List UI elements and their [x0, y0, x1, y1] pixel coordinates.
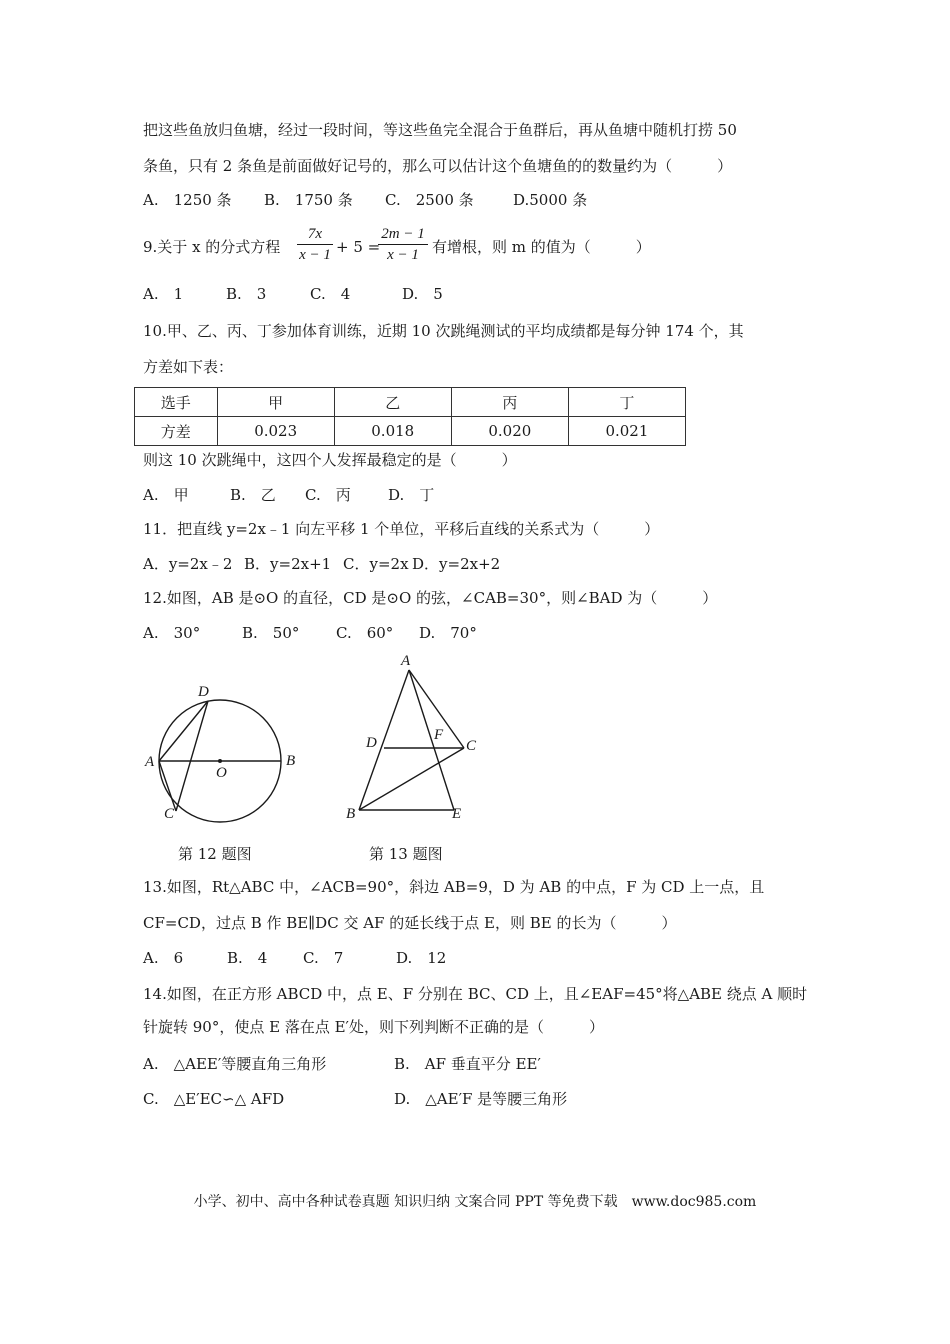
q9-fraction-right-denominator: x − 1: [387, 247, 419, 263]
q10-choice-c: C. 丙: [305, 486, 351, 504]
table-cell: 甲: [217, 388, 334, 417]
fraction-bar: [297, 244, 333, 245]
q12-text: 12.如图，AB 是⊙O 的直径，CD 是⊙O 的弦，∠CAB=30°，则∠BAD 为（ ）: [143, 589, 718, 607]
q14-text-line1: 14.如图，在正方形 ABCD 中，点 E、F 分别在 BC、CD 上，且∠EAF=45°将△ABE 绕点 A 顺时: [143, 985, 808, 1003]
q13-choice-a: A. 6: [143, 949, 184, 967]
fig12-label-a: A: [145, 754, 155, 770]
q13-choice-c: C. 7: [303, 949, 344, 967]
table-cell: 0.018: [334, 417, 451, 446]
q9-suffix: 有增根，则 m 的值为（ ）: [432, 238, 651, 256]
q13-text-line2: CF=CD，过点 B 作 BE∥DC 交 AF 的延长线于点 E，则 BE 的长为（ ）: [143, 914, 677, 932]
table-row: [135, 417, 686, 446]
q14-choice-c: C. △E′EC∽△ AFD: [143, 1090, 285, 1108]
q9-prefix: 9.关于 x 的分式方程: [143, 238, 281, 256]
q12-choice-b: B. 50°: [242, 624, 300, 642]
q11-text: 11．把直线 y=2x﹣1 向左平移 1 个单位，平移后直线的关系式为（ ）: [143, 520, 660, 538]
q9-fraction-left-numerator: 7x: [307, 226, 323, 242]
q9-plus-five: + 5 =: [336, 238, 381, 256]
q8-choice-d: D.5000 条: [513, 191, 588, 209]
q14-choice-a: A. △AEE′等腰直角三角形: [143, 1055, 327, 1073]
segment-ae: [409, 670, 454, 810]
q14-choice-b: B. AF 垂直平分 EE′: [394, 1055, 541, 1073]
fig12-label-b: B: [286, 753, 296, 769]
q9-choice-d: D. 5: [402, 285, 443, 303]
q12-choice-c: C. 60°: [336, 624, 394, 642]
q10-choice-a: A. 甲: [143, 486, 189, 504]
q9-choice-c: C. 4: [310, 285, 351, 303]
table-cell: 0.020: [451, 417, 568, 446]
q9-fraction-left-denominator: x − 1: [299, 247, 331, 263]
figure-13-caption: 第 13 题图: [369, 845, 443, 863]
table-header-row: [135, 388, 686, 417]
q8-choice-b: B. 1750 条: [264, 191, 353, 209]
q11-choice-a: A．y=2x﹣2: [143, 555, 233, 573]
segment-bc: [359, 748, 464, 810]
table-cell: 选手: [135, 388, 218, 417]
fraction-bar: [378, 244, 428, 245]
q8-text-line1: 把这些鱼放归鱼塘，经过一段时间，等这些鱼完全混合于鱼群后，再从鱼塘中随机打捞 50: [143, 121, 737, 139]
table-cell: 0.023: [217, 417, 334, 446]
table-cell: 丁: [568, 388, 685, 417]
chord-cd: [176, 701, 208, 811]
q11-choice-d: D．y=2x+2: [412, 555, 501, 573]
center-point: [218, 759, 222, 763]
page-footer: 小学、初中、高中各种试卷真题 知识归纳 文案合同 PPT 等免费下载 www.doc985.com: [193, 1194, 757, 1210]
fig13-label-a: A: [401, 653, 411, 669]
table-cell: 0.021: [568, 417, 685, 446]
q14-choice-d: D. △AE′F 是等腰三角形: [394, 1090, 568, 1108]
q10-text-line1: 10.甲、乙、丙、丁参加体育训练，近期 10 次跳绳测试的平均成绩都是每分钟 174 个，其: [143, 322, 744, 340]
q9-choice-b: B. 3: [226, 285, 267, 303]
variance-table: [134, 387, 686, 446]
q9-fraction-left: [297, 225, 333, 264]
q8-choice-c: C. 2500 条: [385, 191, 474, 209]
q11-choice-c: C．y=2x: [343, 555, 409, 573]
fig13-label-d: D: [366, 735, 377, 751]
fig13-label-c: C: [466, 738, 477, 754]
table-cell: 方差: [135, 417, 218, 446]
fig13-label-e: E: [452, 806, 462, 822]
fig13-label-b: B: [346, 806, 356, 822]
fig12-label-c: C: [164, 806, 175, 822]
q12-choice-d: D. 70°: [419, 624, 477, 642]
q10-choice-b: B. 乙: [230, 486, 276, 504]
table-cell: 乙: [334, 388, 451, 417]
q10-text-line2: 方差如下表：: [143, 358, 234, 376]
segment-ac: [159, 761, 176, 811]
q11-choice-b: B．y=2x+1: [244, 555, 332, 573]
q14-text-line2: 针旋转 90°，使点 E 落在点 E′处，则下列判断不正确的是（ ）: [143, 1018, 604, 1036]
q10-choice-d: D. 丁: [388, 486, 435, 504]
q13-choice-b: B. 4: [227, 949, 268, 967]
q9-choice-a: A. 1: [143, 285, 184, 303]
q8-text-line2: 条鱼，只有 2 条鱼是前面做好记号的，那么可以估计这个鱼塘鱼的的数量约为（ ）: [143, 157, 733, 175]
q10-text-line3: 则这 10 次跳绳中，这四个人发挥最稳定的是（ ）: [143, 451, 517, 469]
fig12-label-d: D: [198, 684, 209, 700]
figure-12-caption: 第 12 题图: [178, 845, 252, 863]
table-cell: 丙: [451, 388, 568, 417]
q9-fraction-right: [378, 225, 428, 264]
q12-choice-a: A. 30°: [143, 624, 201, 642]
q9-fraction-right-numerator: 2m − 1: [381, 226, 425, 242]
fig13-label-f: F: [434, 727, 444, 743]
fig12-label-o: O: [216, 765, 227, 781]
q8-choice-a: A. 1250 条: [143, 191, 232, 209]
q13-choice-d: D. 12: [396, 949, 447, 967]
q13-text-line1: 13.如图，Rt△ABC 中，∠ACB=90°，斜边 AB=9，D 为 AB 的中点，F 为 CD 上一点，且: [143, 878, 765, 896]
